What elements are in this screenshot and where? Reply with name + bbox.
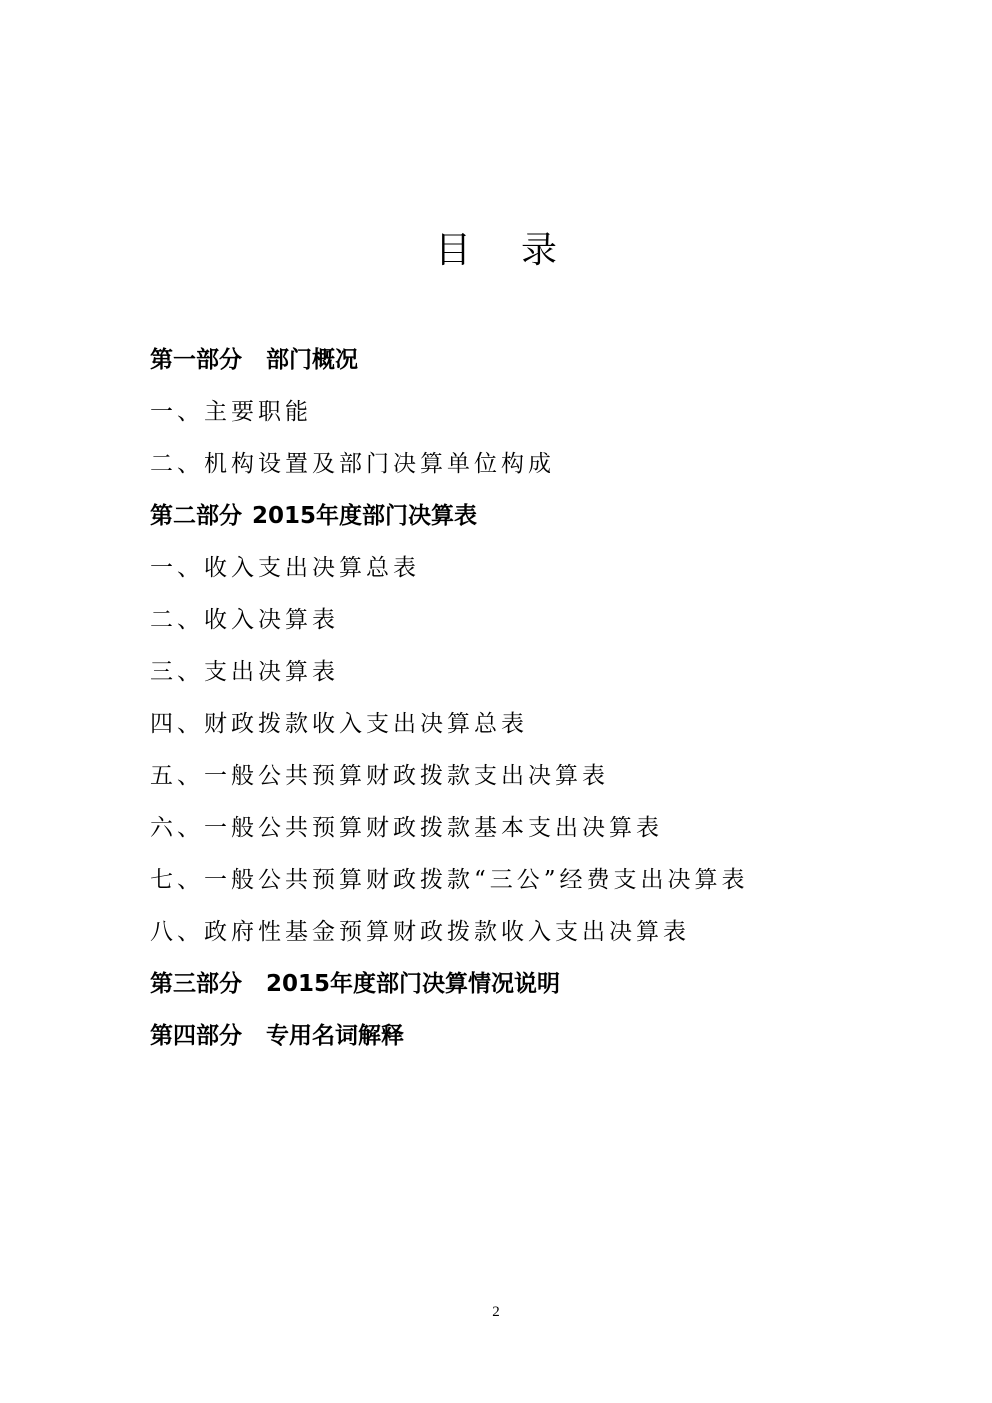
toc-part-2	[150, 490, 910, 542]
toc-item: 二、收入决算表	[150, 607, 339, 633]
toc-item: 五、一般公共预算财政拨款支出决算表	[150, 763, 609, 789]
toc-part-3	[150, 958, 910, 1010]
toc-part-label: 第三部分	[150, 971, 242, 997]
toc-part-label: 第四部分	[150, 1023, 242, 1049]
toc-item: 六、一般公共预算财政拨款基本支出决算表	[150, 815, 663, 841]
toc-part-label: 第一部分	[150, 347, 242, 373]
toc-item: 三、支出决算表	[150, 659, 339, 685]
page-title: 目录	[434, 230, 607, 271]
toc-part-1	[150, 334, 910, 386]
toc-part-4	[150, 1010, 910, 1062]
toc-item: 四、财政拨款收入支出决算总表	[150, 711, 528, 737]
toc-part-title: 部门概况	[266, 347, 358, 373]
toc-item: 八、政府性基金预算财政拨款收入支出决算表	[150, 919, 690, 945]
page-number: 2	[492, 1304, 500, 1320]
toc-part-title: 专用名词解释	[266, 1023, 404, 1049]
toc-item: 二、机构设置及部门决算单位构成	[150, 451, 555, 477]
toc-item: 七、一般公共预算财政拨款“三公”经费支出决算表	[150, 867, 749, 893]
toc-item: 一、主要职能	[150, 399, 312, 425]
toc-part-title: 2015年度部门决算情况说明	[266, 971, 561, 997]
toc-item: 一、收入支出决算总表	[150, 555, 420, 581]
table-of-contents	[150, 334, 910, 1062]
toc-part-label: 第二部分	[150, 503, 242, 529]
toc-part-title: 2015年度部门决算表	[252, 503, 478, 529]
